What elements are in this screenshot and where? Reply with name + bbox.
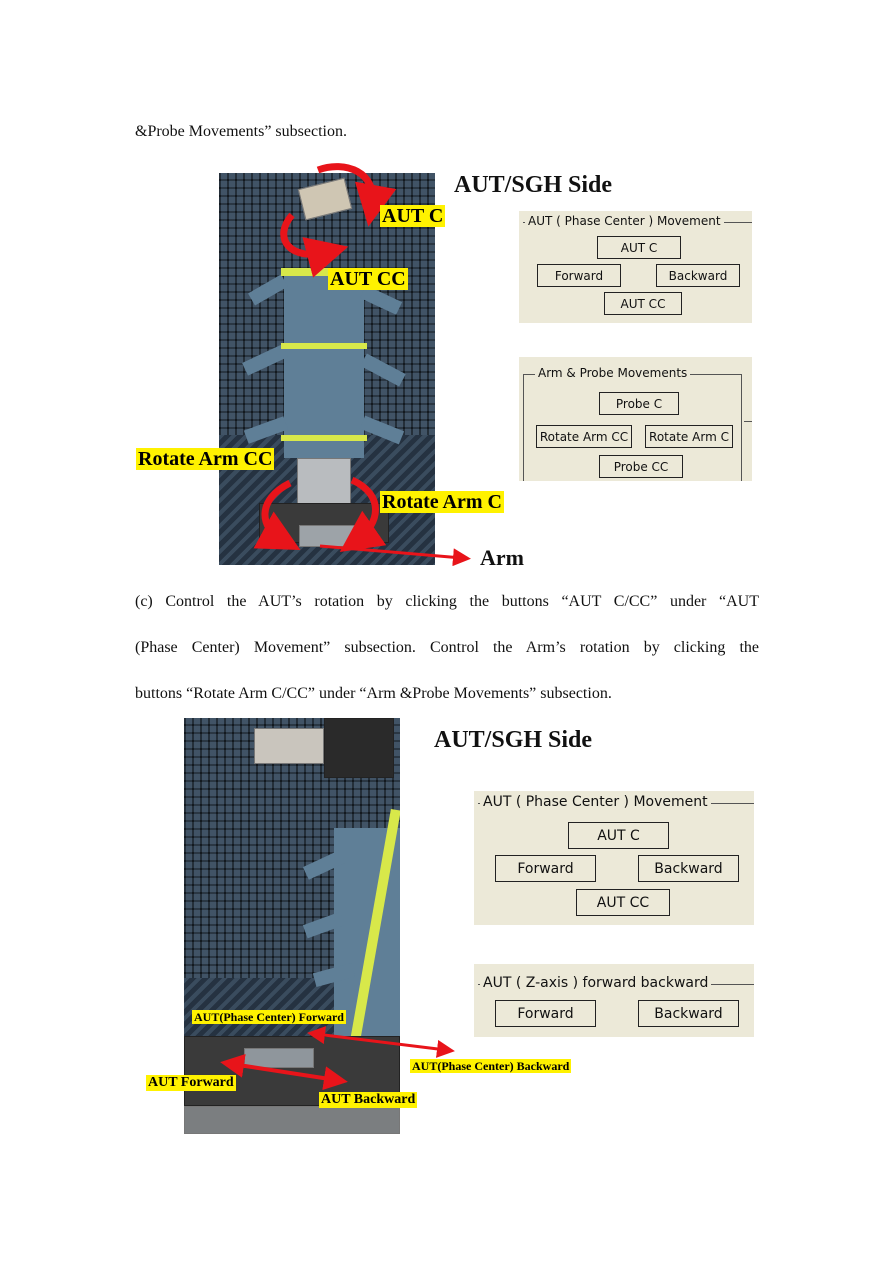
panel-phase-center-2-title: AUT ( Phase Center ) Movement [480, 794, 711, 810]
probe-cc-button[interactable]: Probe CC [599, 455, 683, 478]
label-phase-center-backward: AUT(Phase Center) Backward [412, 1059, 570, 1073]
z-backward-button[interactable]: Backward [638, 1000, 739, 1027]
panel-arm-probe-title: Arm & Probe Movements [535, 366, 690, 380]
forward-button-2[interactable]: Forward [495, 855, 596, 882]
rotate-arm-cc-button[interactable]: Rotate Arm CC [536, 425, 632, 448]
aut-c-button[interactable]: AUT C [597, 236, 681, 259]
label-aut-cc: AUT CC [330, 268, 406, 290]
label-rotate-arm-cc: Rotate Arm CC [138, 448, 273, 470]
panel-phase-center-2 [474, 791, 754, 925]
panel-z-axis [474, 964, 754, 1037]
aut-cc-button[interactable]: AUT CC [604, 292, 682, 315]
paragraph-c-line3: buttons “Rotate Arm C/CC” under “Arm &Probe Movements” subsection. [135, 685, 612, 702]
label-rotate-arm-c: Rotate Arm C [382, 491, 502, 513]
paragraph-c-line1: (c) Control the AUT’s rotation by clicking the buttons “AUT C/CC” under “AUT [135, 593, 759, 610]
label-aut-backward: AUT Backward [321, 1092, 416, 1107]
rotate-arm-c-button[interactable]: Rotate Arm C [645, 425, 733, 448]
aut-forward-backward-arrow [232, 1064, 336, 1080]
figure2-heading: AUT/SGH Side [434, 727, 593, 753]
paragraph-c-line2: (Phase Center) Movement” subsection. Control the Arm’s rotation by clicking the [135, 639, 759, 656]
figure1-heading: AUT/SGH Side [454, 172, 613, 198]
aut-c-button-2[interactable]: AUT C [568, 822, 669, 849]
panel-phase-center-1-title: AUT ( Phase Center ) Movement [525, 214, 724, 228]
label-aut-forward: AUT Forward [148, 1075, 234, 1090]
backward-button[interactable]: Backward [656, 264, 740, 287]
forward-button[interactable]: Forward [537, 264, 621, 287]
intro-text: &Probe Movements” subsection. [135, 123, 347, 140]
probe-c-button[interactable]: Probe C [599, 392, 679, 415]
label-arm: Arm [480, 545, 524, 570]
backward-button-2[interactable]: Backward [638, 855, 739, 882]
aut-cc-button-2[interactable]: AUT CC [576, 889, 670, 916]
label-aut-c: AUT C [382, 205, 444, 227]
z-forward-button[interactable]: Forward [495, 1000, 596, 1027]
label-phase-center-forward: AUT(Phase Center) Forward [194, 1010, 344, 1024]
phase-center-arrow [316, 1034, 446, 1050]
panel-z-axis-title: AUT ( Z-axis ) forward backward [480, 975, 711, 991]
